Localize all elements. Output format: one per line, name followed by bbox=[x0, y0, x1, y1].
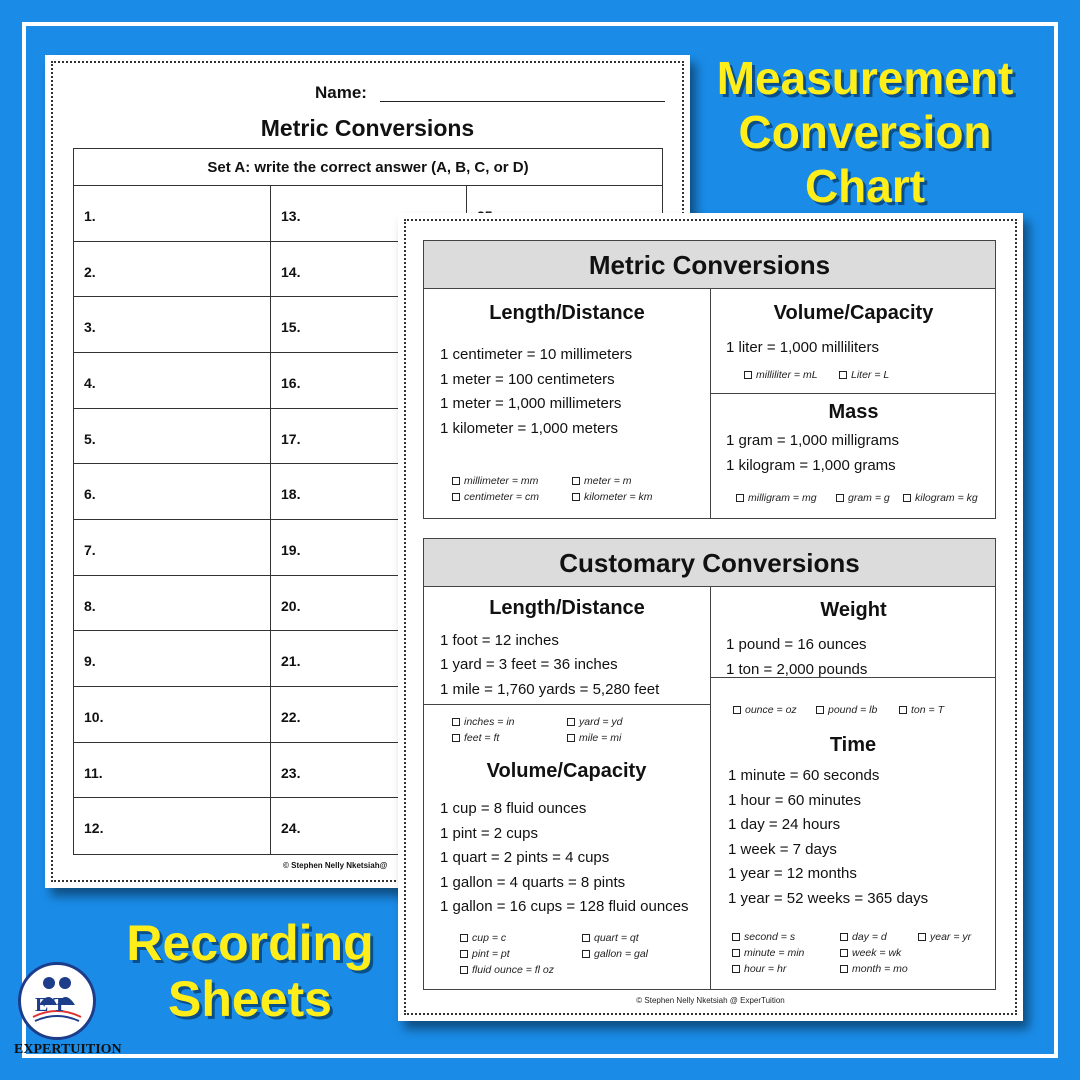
answer-cell: 12. bbox=[84, 820, 104, 837]
answer-cell: 18. bbox=[271, 464, 466, 520]
abbreviation-item: ounce = oz bbox=[733, 704, 797, 716]
time-title: Time bbox=[829, 734, 877, 756]
customary-section-title: Customary Conversions bbox=[424, 539, 995, 587]
abbreviation-item: milliliter = mL bbox=[744, 369, 818, 381]
metric-mass-fact: 1 gram = 1,000 milligrams bbox=[726, 432, 899, 449]
logo-wordmark: EXPERTUITION bbox=[14, 1042, 122, 1057]
abbreviation-item: minute = min bbox=[732, 947, 804, 959]
abbreviation-item: millimeter = mm bbox=[452, 475, 538, 487]
abbreviation-item: hour = hr bbox=[732, 963, 786, 975]
abbreviation-item: day = d bbox=[840, 931, 887, 943]
answer-cell: 14. bbox=[271, 242, 466, 298]
time-fact: 1 day = 24 hours bbox=[728, 816, 841, 833]
abbreviation-item: cup = c bbox=[460, 932, 506, 944]
checkbox-icon bbox=[816, 706, 824, 714]
divider bbox=[710, 587, 711, 989]
customary-volume-fact: 1 pint = 2 cups bbox=[440, 825, 538, 842]
checkbox-icon bbox=[903, 494, 911, 502]
checkbox-icon bbox=[732, 965, 740, 973]
abbreviation-item: fluid ounce = fl oz bbox=[460, 964, 554, 976]
customary-length-fact: 1 foot = 12 inches bbox=[440, 632, 559, 649]
abbreviation-item: quart = qt bbox=[582, 932, 639, 944]
abbreviation-item: gram = g bbox=[836, 492, 890, 504]
abbreviation-item: mile = mi bbox=[567, 732, 621, 744]
name-line bbox=[380, 101, 665, 102]
customary-volume-fact: 1 cup = 8 fluid ounces bbox=[440, 800, 587, 817]
abbreviation-item: centimeter = cm bbox=[452, 491, 539, 503]
answer-cell: 24. bbox=[281, 820, 301, 837]
answer-cell: 7. bbox=[74, 520, 270, 576]
checkbox-icon bbox=[452, 477, 460, 485]
expertuition-logo bbox=[12, 962, 122, 1057]
abbreviation-item: meter = m bbox=[572, 475, 632, 487]
abbreviation-item: Liter = L bbox=[839, 369, 889, 381]
abbreviation-item: milligram = mg bbox=[736, 492, 817, 504]
chart-sheet-footer: © Stephen Nelly Nketsiah @ ExperTuition bbox=[636, 996, 785, 1005]
answer-cell: 10. bbox=[74, 687, 270, 743]
headline-line: Conversion bbox=[738, 106, 992, 158]
metric-mass-title: Mass bbox=[828, 401, 879, 423]
checkbox-icon bbox=[460, 966, 468, 974]
name-label: Name: bbox=[315, 83, 367, 102]
metric-volume-title: Volume/Capacity bbox=[773, 302, 934, 324]
metric-mass-fact: 1 kilogram = 1,000 grams bbox=[726, 457, 896, 474]
weight-title: Weight bbox=[820, 599, 887, 621]
abbreviation-item: month = mo bbox=[840, 963, 908, 975]
checkbox-icon bbox=[899, 706, 907, 714]
checkbox-icon bbox=[736, 494, 744, 502]
svg-text:E T: E T bbox=[35, 994, 67, 1016]
answer-cell: 19. bbox=[271, 520, 466, 576]
headline-recording-sheets bbox=[100, 915, 400, 1030]
answer-cell: 23. bbox=[271, 743, 466, 799]
headline-measurement-conversion-chart bbox=[700, 52, 1030, 217]
abbreviation-item: yard = yd bbox=[567, 716, 622, 728]
time-fact: 1 week = 7 days bbox=[728, 841, 837, 858]
checkbox-icon bbox=[460, 934, 468, 942]
abbreviation-item: ton = T bbox=[899, 704, 944, 716]
weight-fact: 1 ton = 2,000 pounds bbox=[726, 661, 868, 678]
recording-sheet-footer: © Stephen Nelly Nketsiah@ bbox=[283, 861, 388, 870]
metric-length-fact: 1 meter = 100 centimeters bbox=[440, 371, 615, 388]
checkbox-icon bbox=[732, 949, 740, 957]
logo-emblem bbox=[18, 962, 96, 1040]
checkbox-icon bbox=[733, 706, 741, 714]
answer-cell: 17. bbox=[271, 409, 466, 465]
answer-cell: 21. bbox=[271, 631, 466, 687]
recording-sheet-title: Metric Conversions bbox=[260, 115, 475, 141]
checkbox-icon bbox=[567, 718, 575, 726]
abbreviation-item: feet = ft bbox=[452, 732, 499, 744]
answer-cell: 2. bbox=[74, 242, 270, 298]
abbreviation-item: pint = pt bbox=[460, 948, 510, 960]
weight-fact: 1 pound = 16 ounces bbox=[726, 636, 867, 653]
customary-volume-fact: 1 gallon = 16 cups = 128 fluid ounces bbox=[440, 898, 689, 915]
headline-line: Recording bbox=[126, 915, 374, 971]
time-fact: 1 hour = 60 minutes bbox=[728, 792, 862, 809]
answer-cell: 1. bbox=[74, 186, 270, 242]
checkbox-icon bbox=[452, 734, 460, 742]
metric-length-fact: 1 centimeter = 10 millimeters bbox=[440, 346, 633, 363]
abbreviation-item: year = yr bbox=[918, 931, 971, 943]
answer-cell: 22. bbox=[271, 687, 466, 743]
customary-volume-fact: 1 quart = 2 pints = 4 cups bbox=[440, 849, 610, 866]
answer-cell: 8. bbox=[74, 576, 270, 632]
answer-column-1 bbox=[74, 186, 271, 854]
answer-cell: 20. bbox=[271, 576, 466, 632]
abbreviation-item: pound = lb bbox=[816, 704, 877, 716]
divider bbox=[710, 393, 995, 394]
customary-length-fact: 1 yard = 3 feet = 36 inches bbox=[440, 656, 618, 673]
answer-cell: 15. bbox=[271, 297, 466, 353]
headline-line: Measurement bbox=[716, 52, 1014, 104]
customary-volume-fact: 1 gallon = 4 quarts = 8 pints bbox=[440, 874, 626, 891]
answer-cell: 4. bbox=[74, 353, 270, 409]
checkbox-icon bbox=[572, 493, 580, 501]
abbreviation-item: kilogram = kg bbox=[903, 492, 978, 504]
answer-cell: 11. bbox=[74, 743, 270, 799]
metric-length-title: Length/Distance bbox=[489, 302, 645, 324]
checkbox-icon bbox=[572, 477, 580, 485]
metric-volume-fact: 1 liter = 1,000 milliliters bbox=[726, 339, 879, 356]
abbreviation-item: inches = in bbox=[452, 716, 515, 728]
checkbox-icon bbox=[840, 933, 848, 941]
checkbox-icon bbox=[460, 950, 468, 958]
set-header: Set A: write the correct answer (A, B, C, or D) bbox=[74, 149, 662, 186]
metric-length-fact: 1 kilometer = 1,000 meters bbox=[440, 420, 619, 437]
answer-cell: 16. bbox=[271, 353, 466, 409]
abbreviation-item: week = wk bbox=[840, 947, 901, 959]
answer-cell: 13. bbox=[271, 186, 466, 242]
conversion-chart-sheet bbox=[398, 213, 1023, 1021]
checkbox-icon bbox=[839, 371, 847, 379]
time-fact: 1 year = 52 weeks = 365 days bbox=[728, 890, 929, 907]
checkbox-icon bbox=[582, 950, 590, 958]
answer-cell: 6. bbox=[74, 464, 270, 520]
checkbox-icon bbox=[732, 933, 740, 941]
answer-cell: 9. bbox=[74, 631, 270, 687]
checkbox-icon bbox=[840, 949, 848, 957]
abbreviation-item: second = s bbox=[732, 931, 795, 943]
checkbox-icon bbox=[567, 734, 575, 742]
logo-graphic-icon bbox=[21, 965, 93, 1037]
headline-line: Chart bbox=[804, 160, 926, 212]
abbreviation-item: kilometer = km bbox=[572, 491, 653, 503]
metric-section-title: Metric Conversions bbox=[424, 241, 995, 289]
checkbox-icon bbox=[840, 965, 848, 973]
abbreviation-item: gallon = gal bbox=[582, 948, 648, 960]
customary-length-title: Length/Distance bbox=[489, 597, 645, 619]
answer-cell: 5. bbox=[74, 409, 270, 465]
checkbox-icon bbox=[836, 494, 844, 502]
answer-cell: 3. bbox=[74, 297, 270, 353]
metric-length-fact: 1 meter = 1,000 millimeters bbox=[440, 395, 622, 412]
time-fact: 1 minute = 60 seconds bbox=[728, 767, 880, 784]
checkbox-icon bbox=[582, 934, 590, 942]
customary-volume-title: Volume/Capacity bbox=[486, 760, 647, 782]
headline-line: Sheets bbox=[168, 971, 332, 1027]
time-fact: 1 year = 12 months bbox=[728, 865, 857, 882]
checkbox-icon bbox=[452, 493, 460, 501]
checkbox-icon bbox=[918, 933, 926, 941]
checkbox-icon bbox=[744, 371, 752, 379]
customary-length-fact: 1 mile = 1,760 yards = 5,280 feet bbox=[440, 681, 660, 698]
divider bbox=[424, 704, 711, 705]
metric-section bbox=[423, 240, 996, 519]
checkbox-icon bbox=[452, 718, 460, 726]
